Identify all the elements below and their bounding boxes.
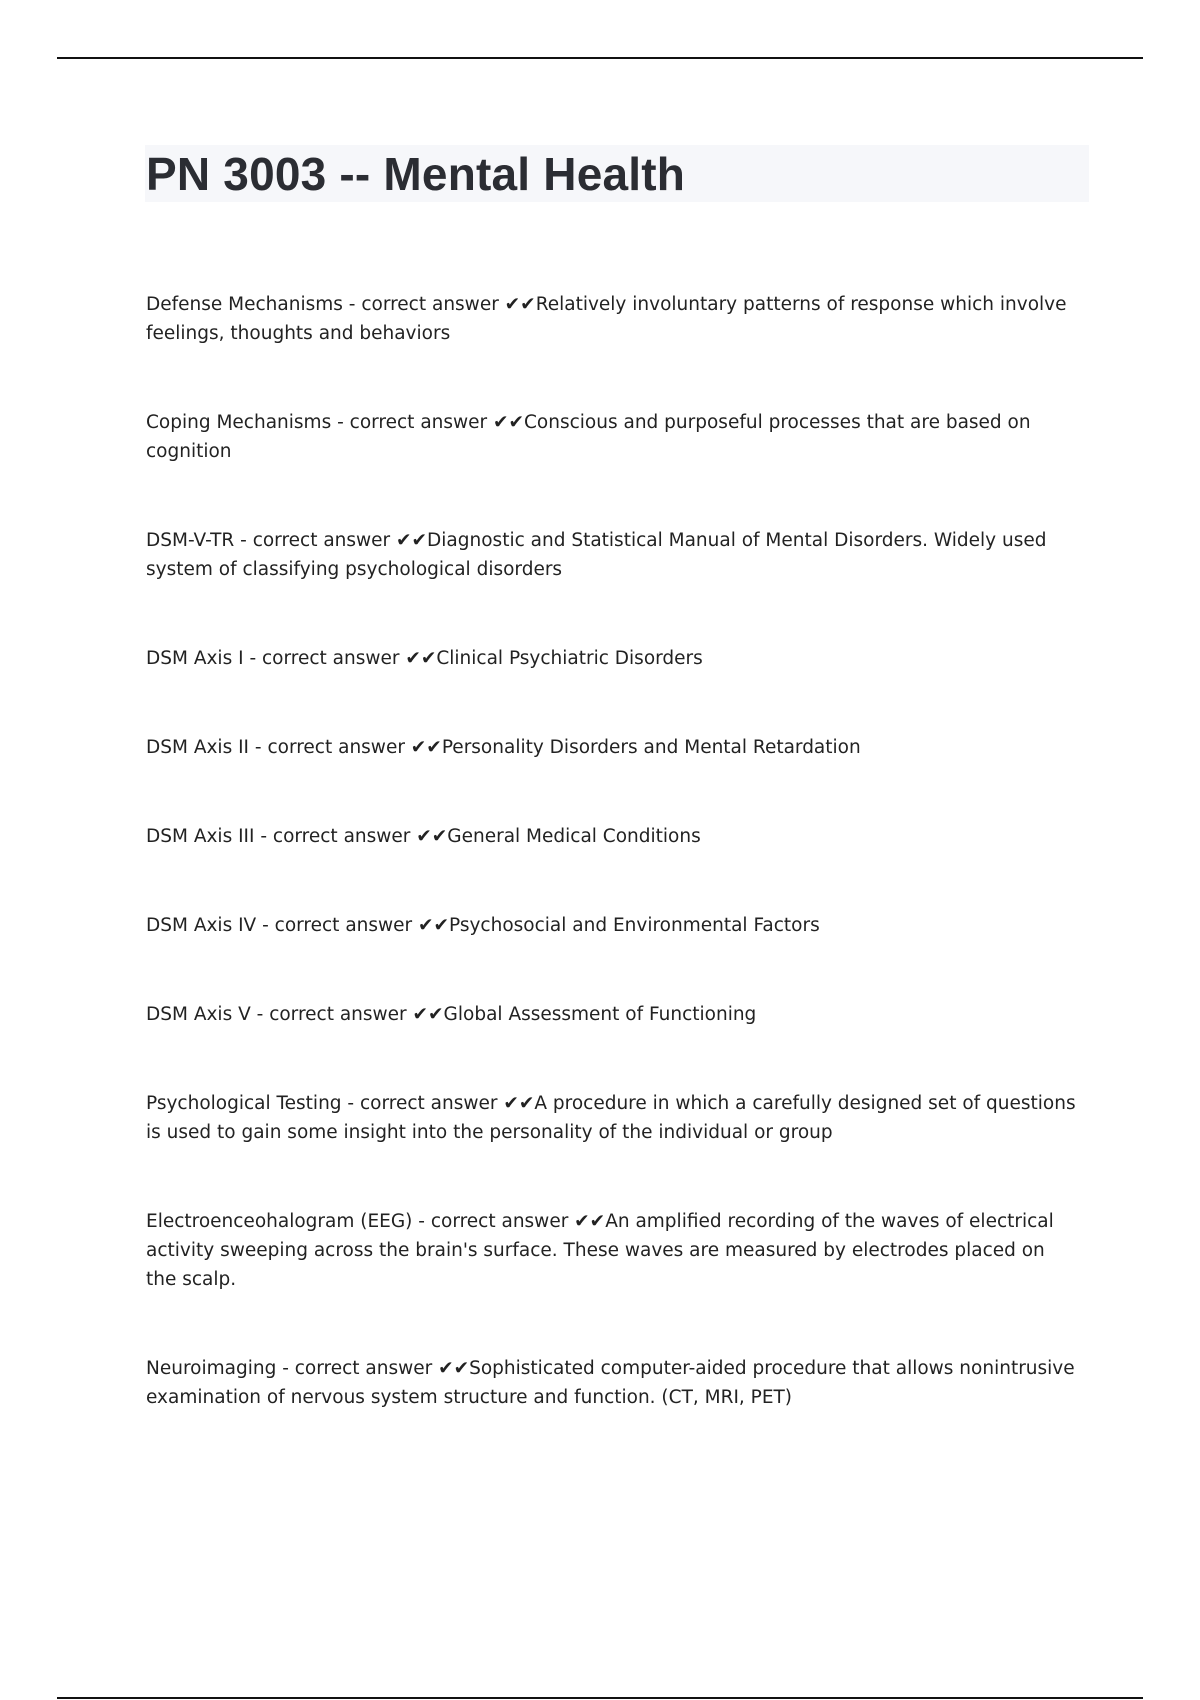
list-item — [146, 1207, 1076, 1294]
entry-term: Defense Mechanisms — [146, 294, 343, 315]
list-item — [146, 1089, 1076, 1147]
entry-term: Coping Mechanisms — [146, 412, 332, 433]
list-item — [146, 290, 1076, 348]
entry-term: Neuroimaging — [146, 1358, 277, 1379]
list-item — [146, 822, 1076, 851]
entry-separator: - — [250, 1004, 270, 1025]
entry-definition: Clinical Psychiatric Disorders — [436, 648, 703, 669]
entry-definition: An amplified recording of the waves of electrical activity sweeping across the brain's surface. These waves are measured by electrodes placed on the scalp. — [146, 1211, 1054, 1290]
entry-separator: - — [234, 530, 253, 551]
entry-term: DSM Axis IV — [146, 915, 257, 936]
top-rule — [57, 57, 1143, 59]
entry-term: Psychological Testing — [146, 1093, 342, 1114]
list-item — [146, 526, 1076, 584]
entry-separator: - — [249, 737, 268, 758]
answer-marker: correct answer ✔✔ — [359, 1093, 535, 1114]
entry-term: Electroenceohalogram (EEG) — [146, 1211, 413, 1232]
entry-definition: Relatively involuntary patterns of response which involve feelings, thoughts and behaviors — [146, 294, 1067, 344]
list-item — [146, 1000, 1076, 1029]
list-item — [146, 408, 1076, 466]
entry-term: DSM Axis V — [146, 1004, 251, 1025]
answer-marker: correct answer ✔✔ — [349, 412, 525, 433]
entry-definition: Personality Disorders and Mental Retardation — [441, 737, 861, 758]
entry-separator: - — [254, 826, 273, 847]
entry-term: DSM Axis I — [146, 648, 244, 669]
answer-marker: correct answer ✔✔ — [269, 1004, 444, 1025]
entry-separator: - — [342, 294, 362, 315]
entry-term: DSM Axis III — [146, 826, 255, 847]
answer-marker: correct answer ✔✔ — [294, 1358, 470, 1379]
list-item — [146, 1354, 1076, 1412]
answer-marker: correct answer ✔✔ — [267, 737, 442, 758]
entry-definition: A procedure in which a carefully designed set of questions is used to gain some insight into the personality of the individual or group — [146, 1093, 1076, 1143]
entry-definition: Global Assessment of Functioning — [443, 1004, 757, 1025]
entry-separator: - — [256, 915, 275, 936]
flashcard-list — [146, 290, 1076, 1472]
answer-marker: correct answer ✔✔ — [274, 915, 450, 936]
page-title: PN 3003 -- Mental Health — [146, 148, 686, 200]
entry-separator: - — [341, 1093, 360, 1114]
answer-marker: correct answer ✔✔ — [262, 648, 437, 669]
list-item — [146, 733, 1076, 762]
entry-definition: General Medical Conditions — [447, 826, 701, 847]
entry-separator: - — [412, 1211, 431, 1232]
answer-marker: correct answer ✔✔ — [361, 294, 536, 315]
entry-separator: - — [243, 648, 262, 669]
entry-definition: Conscious and purposeful processes that are based on cognition — [146, 412, 1031, 462]
list-item — [146, 911, 1076, 940]
entry-term: DSM-V-TR — [146, 530, 235, 551]
bottom-rule — [57, 1697, 1143, 1699]
entry-term: DSM Axis II — [146, 737, 250, 758]
entry-separator: - — [276, 1358, 295, 1379]
answer-marker: correct answer ✔✔ — [252, 530, 428, 551]
list-item — [146, 644, 1076, 673]
answer-marker: correct answer ✔✔ — [430, 1211, 606, 1232]
entry-definition: Psychosocial and Environmental Factors — [449, 915, 820, 936]
entry-definition: Diagnostic and Statistical Manual of Mental Disorders. Widely used system of classifying psychological disorders — [146, 530, 1047, 580]
answer-marker: correct answer ✔✔ — [272, 826, 448, 847]
entry-separator: - — [331, 412, 350, 433]
entry-definition: Sophisticated computer-aided procedure that allows nonintrusive examination of nervous system structure and function. (CT, MRI, PET) — [146, 1358, 1075, 1408]
